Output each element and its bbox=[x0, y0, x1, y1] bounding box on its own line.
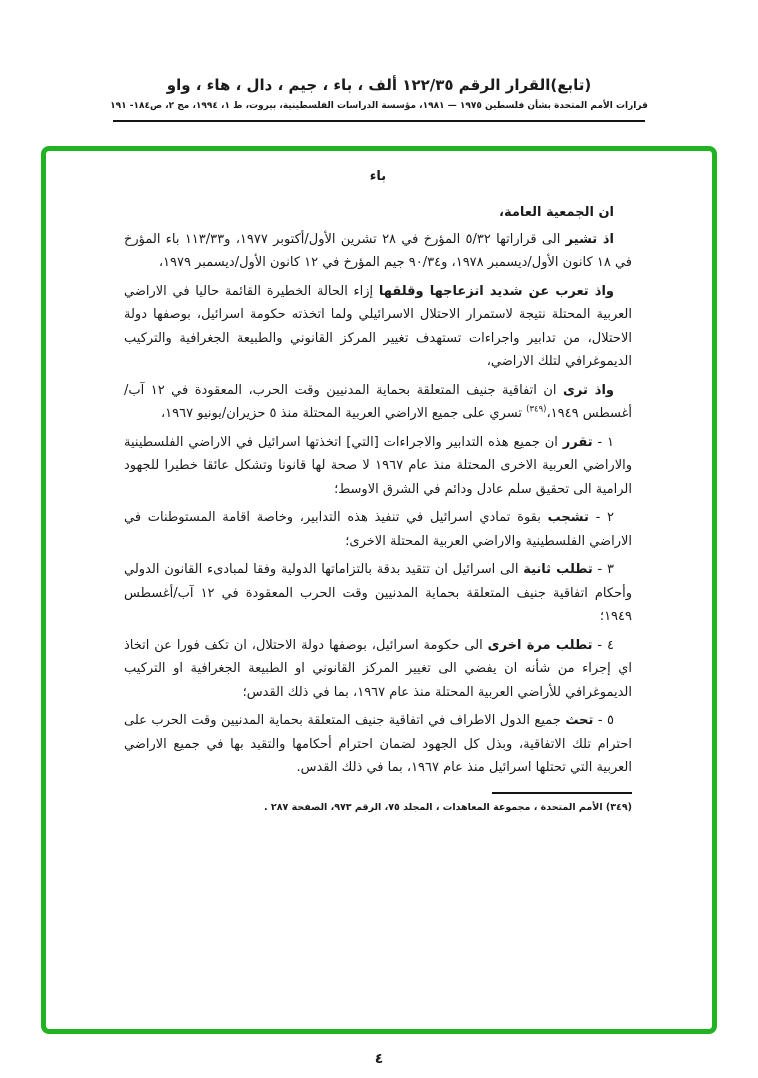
header-divider bbox=[113, 120, 645, 122]
operative-paragraph-5 bbox=[124, 709, 632, 780]
paragraph-lead: تطلب ثانية bbox=[523, 562, 593, 577]
scanned-document-frame bbox=[41, 146, 717, 1034]
source-citation: قرارات الأمم المتحدة بشأن فلسطين ١٩٧٥ — ١٩٨١، مؤسسة الدراسات الفلسطينية، بيروت، ط ١، ١٩٩٤، مج ٢، ص١٨٤- ١٩١ bbox=[110, 101, 648, 111]
paragraph-lead: واذ ترى bbox=[563, 382, 614, 398]
opening-line: ان الجمعية العامة، bbox=[499, 205, 614, 220]
paragraph-text: الى قراراتها ٥/٣٢ المؤرخ في ٢٨ تشرين الأول/أكتوبر ١٩٧٧، و١١٣/٣٣ باء المؤرخ في ١٨ كانون الأول/ديسمبر ١٩٧٨، و٩٠/٣٤ جيم المؤرخ في ١٢ كانون الأول/ديسمبر ١٩٧٩، bbox=[124, 231, 632, 270]
operative-paragraph-3 bbox=[124, 558, 632, 629]
paragraph-lead: تحث bbox=[565, 713, 594, 728]
operative-paragraph-2 bbox=[124, 506, 632, 553]
page-number: ٤ bbox=[374, 1051, 384, 1067]
section-letter: باء bbox=[369, 169, 387, 184]
preamble-paragraph-3 bbox=[124, 379, 632, 426]
paragraph-text: ان جميع هذه التدابير والاجراءات [التي] اتخذتها اسرائيل في الاراضي الفلسطينية والاراضي العربية الاخرى المحتلة منذ عام ١٩٦٧ لا صحة لها قانونا وتشكل عائقا خطيرا للجهود الرامية الى تحقيق سلم عادل ودائم في الشرق الاوسط؛ bbox=[124, 434, 633, 497]
paragraph-text: تسري على جميع الاراضي العربية المحتلة منذ ٥ حزيران/يونيو ١٩٦٧، bbox=[160, 406, 527, 421]
document-header bbox=[0, 76, 758, 122]
operative-paragraph-1 bbox=[124, 431, 632, 502]
paragraph-text: الى حكومة اسرائيل، بوصفها دولة الاحتلال، ان تكف فورا عن اتخاذ اي إجراء من شأنه ان يفضي الى تغيير المركز القانوني او الطبيعة الجغرافية او التركيب الديموغرافي للأراضي العربية المحتلة منذ عام ١٩٦٧، بما في ذلك القدس؛ bbox=[124, 637, 632, 700]
paragraph-number: ١ - bbox=[592, 434, 614, 450]
paragraph-lead: اذ تشير bbox=[565, 231, 615, 247]
paragraph-text: جميع الدول الاطراف في اتفاقية جنيف المتعلقة بحماية المدنيين وقت الحرب على احترام تلك الاتفاقية، وبذل كل الجهود لضمان احترام أحكامها والتقيد بها في جميع الاراضي العربية التي تحتلها اسرائيل منذ عام ١٩٦٧، بما في ذلك القدس. bbox=[124, 713, 632, 775]
preamble-paragraph-2 bbox=[124, 280, 632, 374]
operative-paragraph-4 bbox=[124, 634, 632, 705]
paragraph-text: بقوة تمادي اسرائيل في تنفيذ هذه التدابير، وخاصة اقامة المستوطنات في الاراضي الفلسطينية والاراضي العربية المحتلة الاخرى؛ bbox=[124, 510, 632, 549]
paragraph-number: ٤ - bbox=[592, 637, 615, 653]
paragraph-number: ٣ - bbox=[592, 562, 614, 577]
footnote-ref-marker: (٣٤٩) bbox=[526, 404, 547, 415]
paragraph-text: ان اتفاقية جنيف المتعلقة بحماية المدنيين وقت الحرب، المعقودة في ١٢ آب/أغسطس ١٩٤٩، bbox=[124, 382, 632, 421]
paragraph-text: الى اسرائيل ان تتقيد بدقة بالتزاماتها الدولية وفقا لمبادىء القانون الدولي وأحكام اتفاقية جنيف المتعلقة بحماية المدنيين وقت الحرب المعقودة في ١٢ آب/أغسطس ١٩٤٩؛ bbox=[124, 562, 632, 624]
footnote-text: (٣٤٩) الأمم المتحدة ، مجموعة المعاهدات ، المجلد ٧٥، الرقم ٩٧٣، الصفحة ٢٨٧ . bbox=[264, 801, 632, 813]
document-body bbox=[46, 151, 712, 815]
resolution-title: (تابع)القرار الرقم ١٢٢/٣٥ ألف ، باء ، جيم ، دال ، هاء ، واو bbox=[166, 76, 592, 94]
paragraph-number: ٥ - bbox=[593, 713, 614, 728]
paragraph-lead: واذ تعرب عن شديد انزعاجها وقلقها bbox=[378, 283, 614, 299]
paragraph-lead: تطلب مرة اخرى bbox=[487, 637, 593, 653]
preamble-paragraph-1 bbox=[124, 228, 632, 275]
paragraph-number: ٢ - bbox=[588, 510, 614, 525]
footnote-divider bbox=[492, 792, 632, 794]
paragraph-lead: تشجب bbox=[547, 510, 589, 525]
paragraph-lead: تقرر bbox=[562, 434, 593, 450]
paragraph-text: إزاء الحالة الخطيرة القائمة حاليا في الاراضي العربية المحتلة نتيجة لاستمرار الاحتلال الاسرائيلي ولما اتخذته حكومة اسرائيل، بوصفها دولة الاحتلال، من تدابير واجراءات تستهدف تغيير المركز القانوني والطبيعة الجغرافية والتركيب الديموغرافي لتلك الاراضي، bbox=[124, 283, 632, 369]
